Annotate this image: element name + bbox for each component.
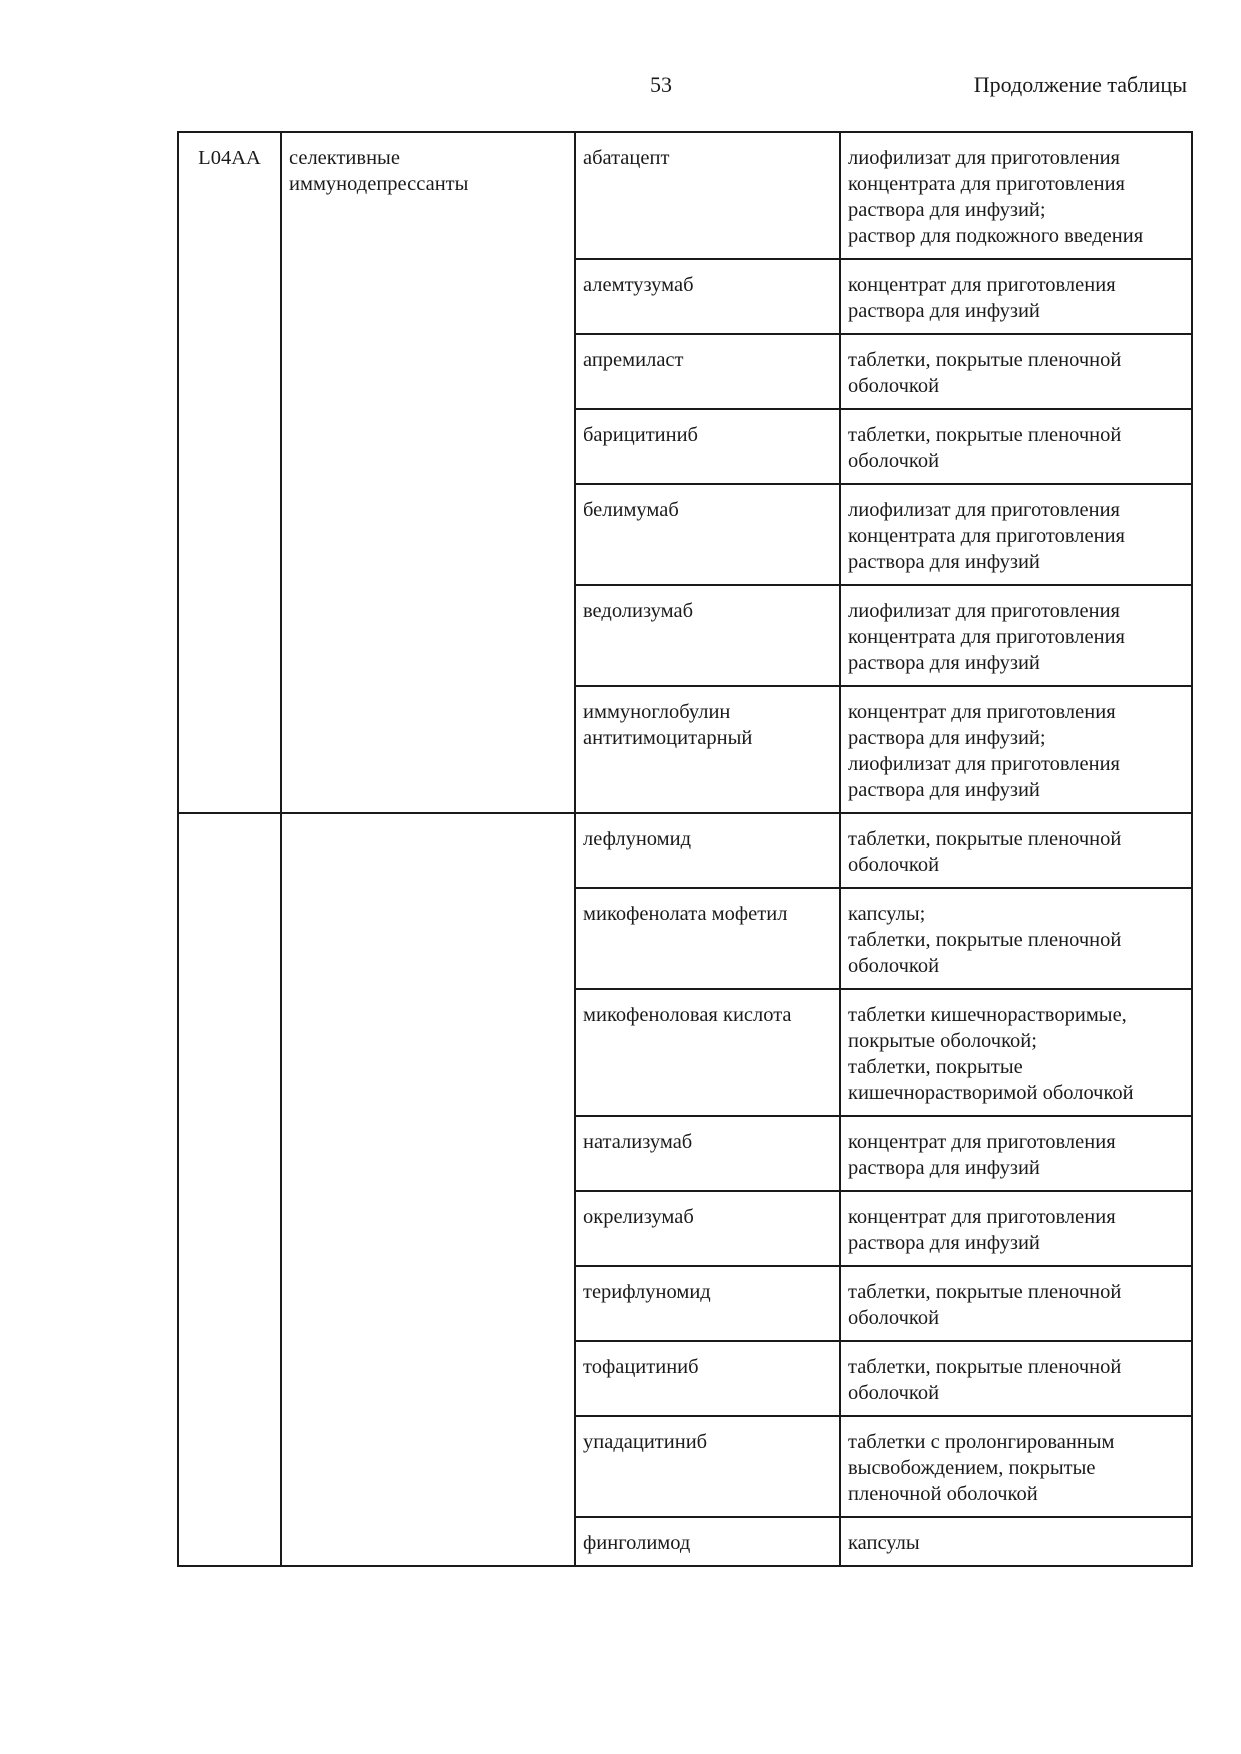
drug-name-line: окрелизумаб [583,1206,694,1228]
dosage-form-cell [840,1266,1192,1341]
dosage-form-line: раствора для инфузий [848,1232,1040,1254]
dosage-form-line: оболочкой [848,1382,940,1404]
dosage-form-cell [840,686,1192,813]
drug-name-line: белимумаб [583,499,679,521]
drug-name-cell [575,585,840,686]
dosage-form-line: таблетки, покрытые пленочной [848,1281,1122,1303]
drug-name-cell [575,1416,840,1517]
dosage-form-line: высвобождением, покрытые [848,1457,1096,1479]
drug-name-line: финголимод [583,1532,691,1554]
dosage-form-line: концентрат для приготовления [848,701,1116,723]
drug-name-line: алемтузумаб [583,274,694,296]
dosage-form-line: концентрата для приготовления [848,626,1125,648]
dosage-form-line: таблетки, покрытые пленочной [848,1356,1122,1378]
table-body [178,132,1192,1566]
dosage-form-line: таблетки, покрытые пленочной [848,828,1122,850]
drug-name-line: иммуноглобулин [583,701,731,723]
dosage-form-line: таблетки кишечнорастворимые, [848,1004,1127,1026]
dosage-form-line: оболочкой [848,375,940,397]
dosage-form-cell [840,1517,1192,1566]
dosage-form-line: капсулы; [848,903,926,925]
dosage-form-cell [840,989,1192,1116]
drug-name-line: антитимоцитарный [583,727,753,749]
dosage-form-cell [840,409,1192,484]
dosage-form-cell [840,334,1192,409]
dosage-form-line: концентрата для приготовления [848,173,1125,195]
dosage-form-cell [840,813,1192,888]
drug-name-cell [575,888,840,989]
dosage-form-line: раствора для инфузий; [848,199,1046,221]
dosage-form-cell [840,1116,1192,1191]
group-name-line: иммунодепрессанты [289,173,469,195]
atc-code-cell [178,132,281,813]
dosage-form-cell [840,585,1192,686]
dosage-form-line: таблетки, покрытые пленочной [848,929,1122,951]
drug-name-line: ведолизумаб [583,600,694,622]
drug-name-line: тофацитиниб [583,1356,699,1378]
drug-name-cell [575,989,840,1116]
dosage-form-line: раствора для инфузий [848,652,1040,674]
drug-name-cell [575,1191,840,1266]
drug-table [177,131,1193,1567]
dosage-form-line: лиофилизат для приготовления [848,753,1120,775]
group-name-line: селективные [289,147,400,169]
drug-name-line: абатацепт [583,147,670,169]
page-number: 53 [650,72,672,97]
dosage-form-line: концентрата для приготовления [848,525,1125,547]
dosage-form-line: раствора для инфузий; [848,727,1046,749]
dosage-form-cell [840,1341,1192,1416]
dosage-form-line: лиофилизат для приготовления [848,147,1120,169]
dosage-form-line: пленочной оболочкой [848,1483,1038,1505]
drug-name-cell [575,484,840,585]
dosage-form-line: таблетки, покрытые [848,1056,1023,1078]
dosage-form-cell [840,484,1192,585]
drug-name-line: микофенолата мофетил [583,903,788,925]
drug-name-cell [575,409,840,484]
dosage-form-line: концентрат для приготовления [848,274,1116,296]
drug-name-cell [575,1266,840,1341]
dosage-form-line: таблетки, покрытые пленочной [848,349,1122,371]
drug-name-cell [575,334,840,409]
dosage-form-cell [840,132,1192,259]
dosage-form-line: концентрат для приготовления [848,1131,1116,1153]
drug-name-line: апремиласт [583,349,684,371]
continuation-label: Продолжение таблицы [973,72,1187,97]
dosage-form-cell [840,1191,1192,1266]
drug-name-cell [575,1341,840,1416]
dosage-form-line: таблетки с пролонгированным [848,1431,1115,1453]
dosage-form-line: раствор для подкожного введения [848,225,1144,247]
table-row [178,813,1192,888]
drug-name-cell [575,1116,840,1191]
dosage-form-line: оболочкой [848,1307,940,1329]
dosage-form-line: раствора для инфузий [848,300,1040,322]
drug-name-line: микофеноловая кислота [583,1004,792,1026]
drug-name-cell [575,813,840,888]
drug-name-cell [575,1517,840,1566]
dosage-form-line: раствора для инфузий [848,1157,1040,1179]
drug-name-cell [575,259,840,334]
dosage-form-line: таблетки, покрытые пленочной [848,424,1122,446]
dosage-form-cell [840,1416,1192,1517]
drug-name-cell [575,686,840,813]
dosage-form-line: оболочкой [848,955,940,977]
dosage-form-cell [840,888,1192,989]
dosage-form-line: оболочкой [848,854,940,876]
dosage-form-line: покрытые оболочкой; [848,1030,1037,1052]
dosage-form-line: лиофилизат для приготовления [848,600,1120,622]
drug-name-line: лефлуномид [583,828,692,850]
atc-code: L04AA [198,147,261,169]
dosage-form-cell [840,259,1192,334]
group-cell [281,813,575,1566]
drug-name-line: упадацитиниб [583,1431,708,1453]
drug-name-line: терифлуномид [583,1281,711,1303]
dosage-form-line: лиофилизат для приготовления [848,499,1120,521]
drug-name-line: барицитиниб [583,424,698,446]
dosage-form-line: оболочкой [848,450,940,472]
drug-name-line: натализумаб [583,1131,693,1153]
dosage-form-line: кишечнорастворимой оболочкой [848,1082,1134,1104]
table-row [178,132,1192,259]
dosage-form-line: раствора для инфузий [848,779,1040,801]
dosage-form-line: капсулы [848,1532,920,1554]
group-cell [281,132,575,813]
dosage-form-line: концентрат для приготовления [848,1206,1116,1228]
dosage-form-line: раствора для инфузий [848,551,1040,573]
drug-name-cell [575,132,840,259]
atc-code-cell [178,813,281,1566]
